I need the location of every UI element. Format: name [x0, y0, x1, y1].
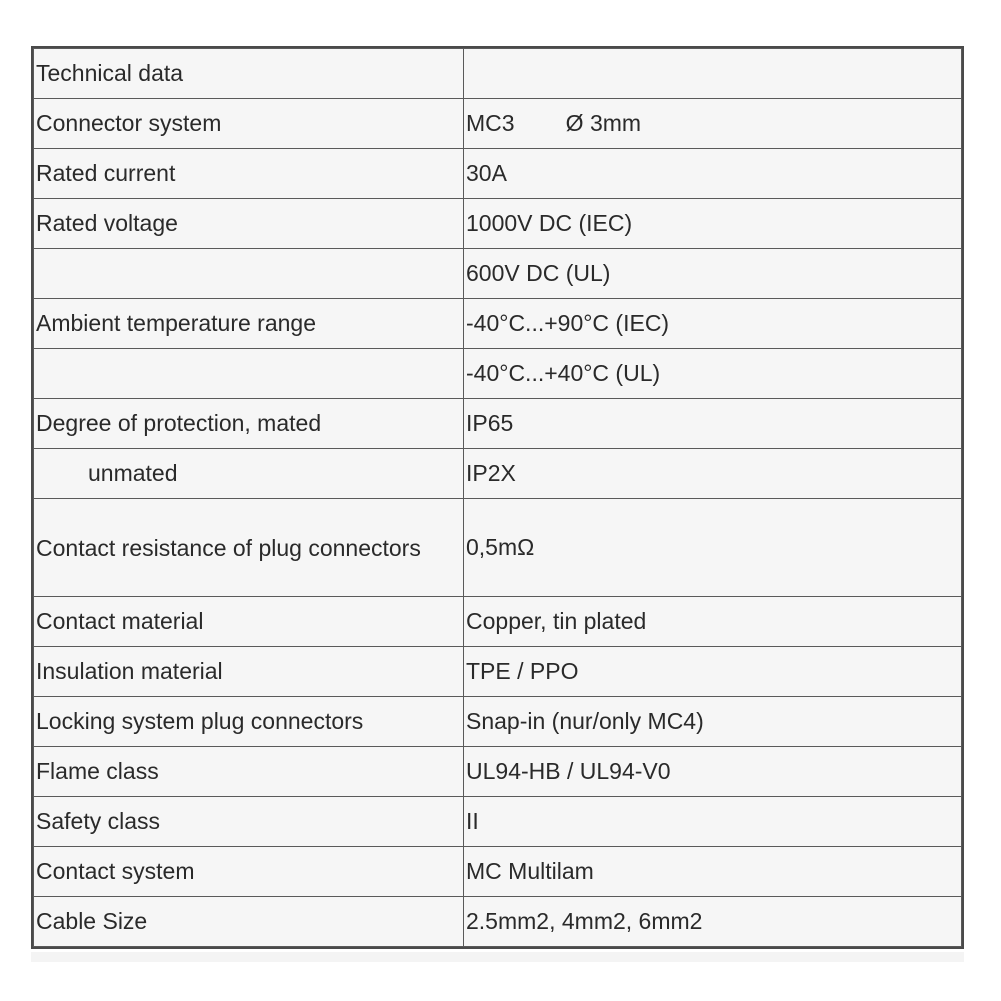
row-value: TPE / PPO	[464, 647, 962, 697]
row-label: Cable Size	[34, 897, 464, 947]
row-label: Safety class	[34, 797, 464, 847]
row-label: Connector system	[34, 99, 464, 149]
row-value: 600V DC (UL)	[464, 249, 962, 299]
row-value: -40°C...+90°C (IEC)	[464, 299, 962, 349]
table-row	[34, 897, 962, 947]
row-value: 2.5mm2, 4mm2, 6mm2	[464, 897, 962, 947]
table-row	[34, 249, 962, 299]
table-row	[34, 499, 962, 597]
row-label: unmated	[34, 449, 464, 499]
row-label	[34, 349, 464, 399]
spec-table	[33, 48, 962, 947]
row-label: Contact resistance of plug connectors	[34, 499, 464, 597]
row-value: 30A	[464, 149, 962, 199]
row-label: Technical data	[34, 49, 464, 99]
row-value: IP65	[464, 399, 962, 449]
row-value: 0,5mΩ	[464, 499, 962, 597]
row-label: Flame class	[34, 747, 464, 797]
row-label: Degree of protection, mated	[34, 399, 464, 449]
row-label: Contact material	[34, 597, 464, 647]
table-row	[34, 797, 962, 847]
row-label: Rated voltage	[34, 199, 464, 249]
table-row	[34, 697, 962, 747]
row-label: Ambient temperature range	[34, 299, 464, 349]
table-row	[34, 597, 962, 647]
table-row	[34, 149, 962, 199]
row-value	[464, 49, 962, 99]
table-row	[34, 349, 962, 399]
row-value: -40°C...+40°C (UL)	[464, 349, 962, 399]
row-value: 1000V DC (IEC)	[464, 199, 962, 249]
table-row	[34, 299, 962, 349]
table-row	[34, 647, 962, 697]
row-label	[34, 249, 464, 299]
row-label: Rated current	[34, 149, 464, 199]
table-row	[34, 49, 962, 99]
table-row	[34, 199, 962, 249]
table-bottom-band	[31, 952, 964, 962]
row-label: Contact system	[34, 847, 464, 897]
row-value: MC3 Ø 3mm	[464, 99, 962, 149]
row-value: II	[464, 797, 962, 847]
row-value: Copper, tin plated	[464, 597, 962, 647]
row-value: MC Multilam	[464, 847, 962, 897]
row-value: Snap-in (nur/only MC4)	[464, 697, 962, 747]
table-row	[34, 99, 962, 149]
table-row	[34, 747, 962, 797]
table-row	[34, 847, 962, 897]
row-value: IP2X	[464, 449, 962, 499]
technical-data-table	[31, 46, 964, 949]
table-row	[34, 399, 962, 449]
row-value: UL94-HB / UL94-V0	[464, 747, 962, 797]
row-label: Insulation material	[34, 647, 464, 697]
table-row	[34, 449, 962, 499]
row-label: Locking system plug connectors	[34, 697, 464, 747]
